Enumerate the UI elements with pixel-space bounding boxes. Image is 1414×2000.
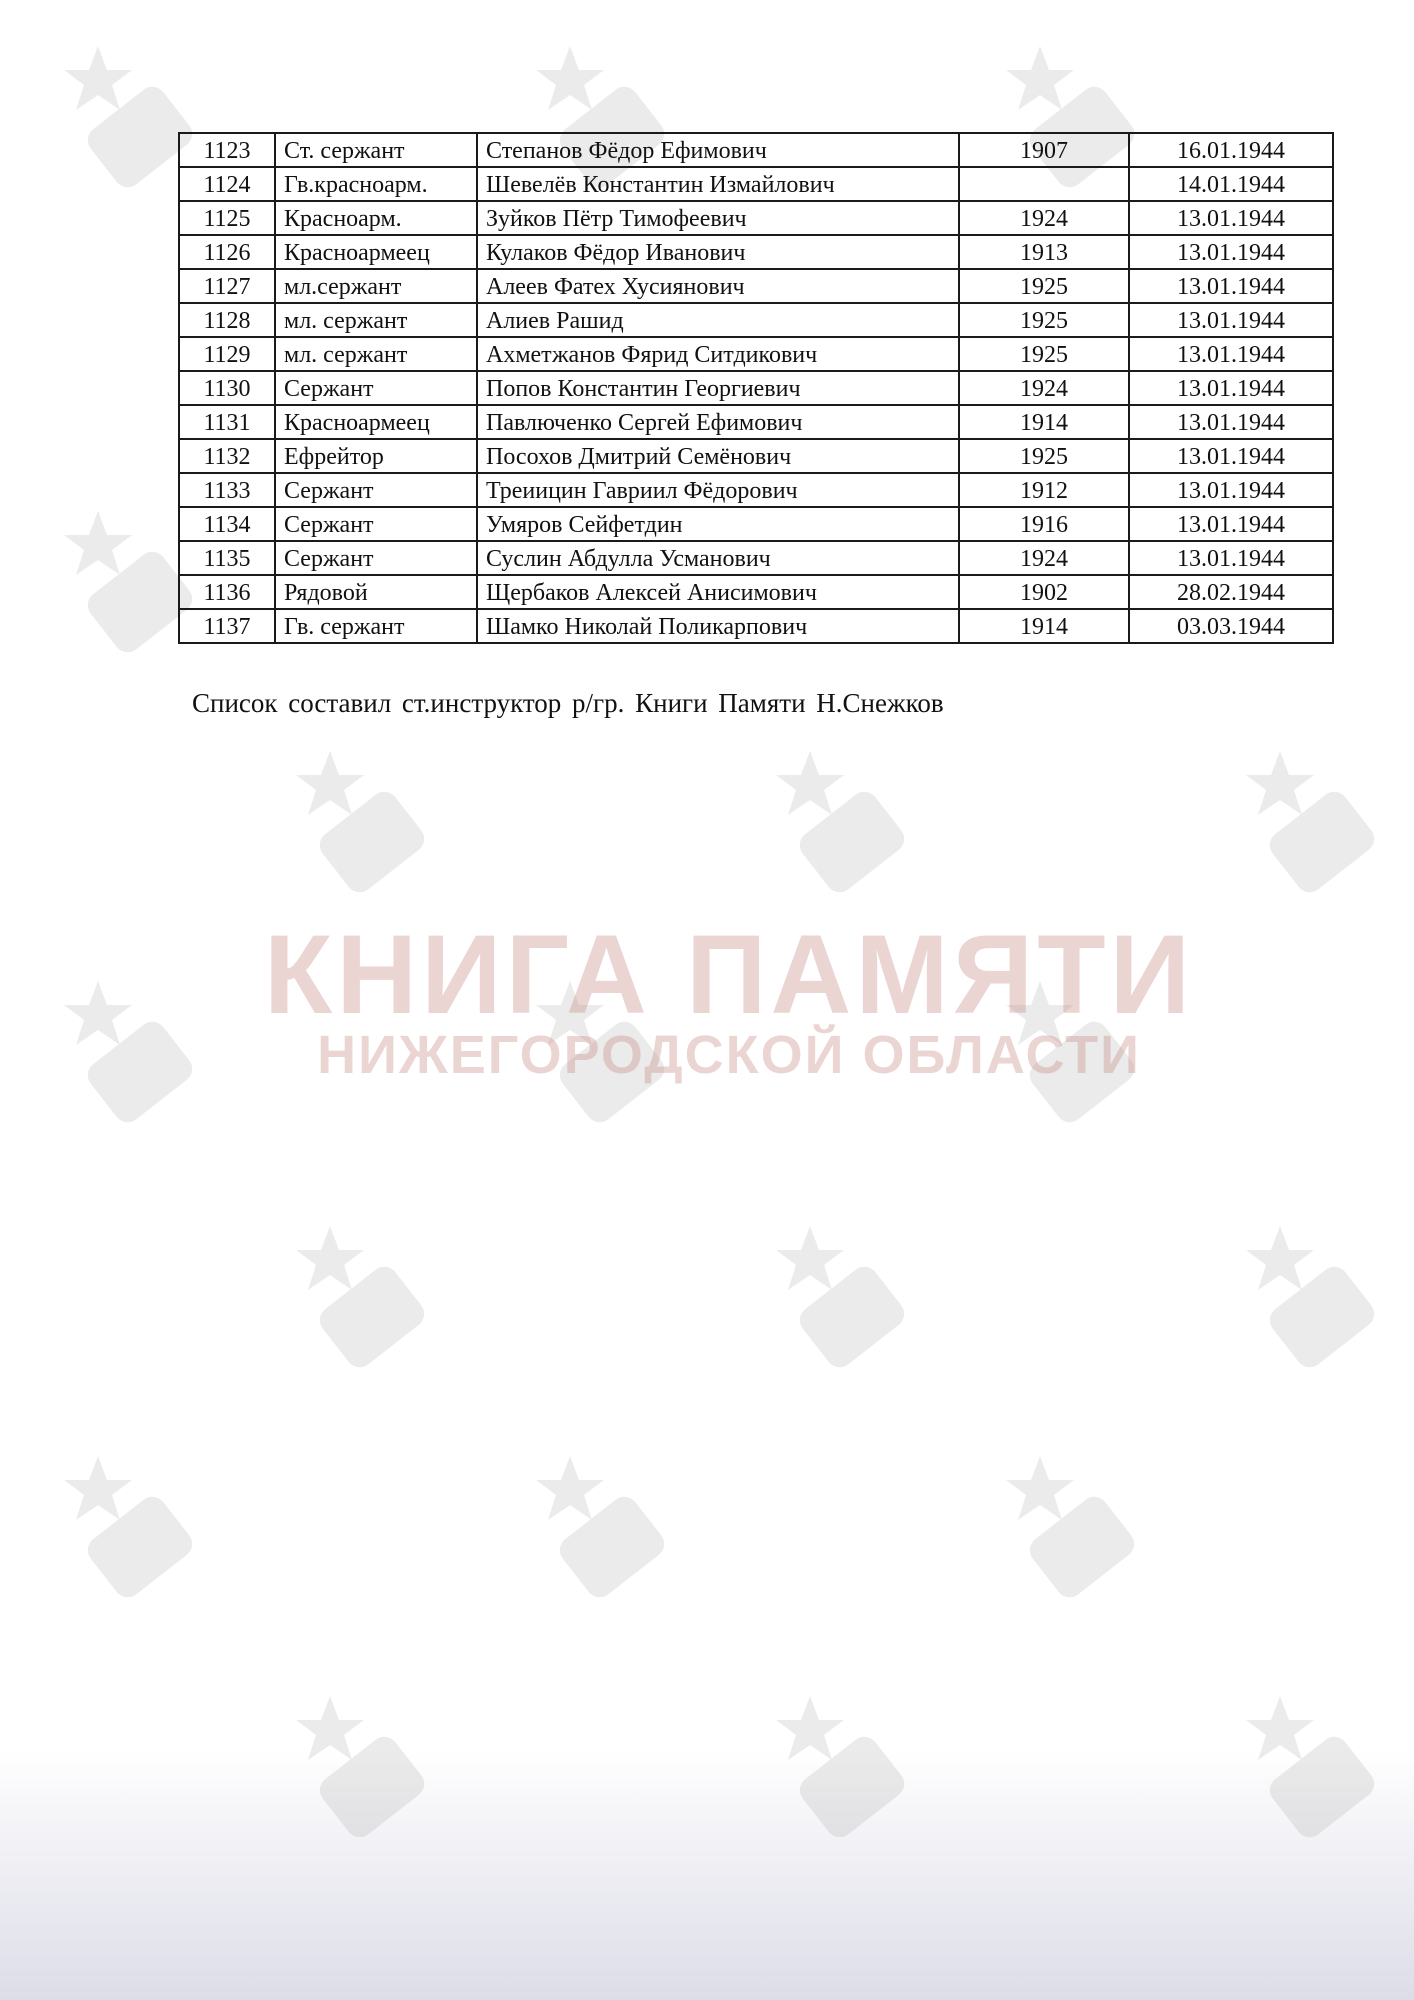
rank-cell: Красноарм. — [275, 201, 477, 235]
rank-cell: Ст. сержант — [275, 133, 477, 167]
star-stamp-icon — [290, 745, 430, 895]
birth-year-cell: 1912 — [959, 473, 1129, 507]
full-name-cell: Алиев Рашид — [477, 303, 959, 337]
birth-year-cell: 1902 — [959, 575, 1129, 609]
table-row — [179, 201, 1333, 235]
birth-year-cell: 1907 — [959, 133, 1129, 167]
death-date-cell: 13.01.1944 — [1129, 201, 1333, 235]
rank-cell: Сержант — [275, 371, 477, 405]
watermark-subtitle: НИЖЕГОРОДСКОЙ ОБЛАСТИ — [317, 1025, 1141, 1085]
rank-cell: Сержант — [275, 507, 477, 541]
full-name-cell: Треиицин Гавриил Фёдорович — [477, 473, 959, 507]
star-stamp-icon — [58, 40, 198, 190]
star-stamp-icon — [290, 1690, 430, 1840]
record-number-cell: 1128 — [179, 303, 275, 337]
death-date-cell: 16.01.1944 — [1129, 133, 1333, 167]
star-stamp-icon — [1240, 745, 1380, 895]
full-name-cell: Попов Константин Георгиевич — [477, 371, 959, 405]
full-name-cell: Ахметжанов Фярид Ситдикович — [477, 337, 959, 371]
full-name-cell: Щербаков Алексей Анисимович — [477, 575, 959, 609]
scan-shadow — [0, 1750, 1414, 2000]
death-date-cell: 13.01.1944 — [1129, 371, 1333, 405]
record-number-cell: 1131 — [179, 405, 275, 439]
birth-year-cell: 1925 — [959, 337, 1129, 371]
death-date-cell: 28.02.1944 — [1129, 575, 1333, 609]
record-number-cell: 1129 — [179, 337, 275, 371]
table-row — [179, 507, 1333, 541]
table-row — [179, 541, 1333, 575]
record-number-cell: 1136 — [179, 575, 275, 609]
table-row — [179, 235, 1333, 269]
rank-cell: мл.сержант — [275, 269, 477, 303]
birth-year-cell: 1924 — [959, 201, 1129, 235]
death-date-cell: 13.01.1944 — [1129, 303, 1333, 337]
death-date-cell: 13.01.1944 — [1129, 439, 1333, 473]
table-row — [179, 473, 1333, 507]
death-date-cell: 13.01.1944 — [1129, 507, 1333, 541]
birth-year-cell: 1916 — [959, 507, 1129, 541]
table-row — [179, 439, 1333, 473]
full-name-cell: Павлюченко Сергей Ефимович — [477, 405, 959, 439]
rank-cell: Гв. сержант — [275, 609, 477, 643]
record-number-cell: 1133 — [179, 473, 275, 507]
birth-year-cell: 1925 — [959, 439, 1129, 473]
rank-cell: мл. сержант — [275, 303, 477, 337]
full-name-cell: Шамко Николай Поликарпович — [477, 609, 959, 643]
record-number-cell: 1125 — [179, 201, 275, 235]
full-name-cell: Шевелёв Константин Измайлович — [477, 167, 959, 201]
rank-cell: мл. сержант — [275, 337, 477, 371]
table-row — [179, 575, 1333, 609]
birth-year-cell: 1914 — [959, 405, 1129, 439]
star-stamp-icon — [770, 1220, 910, 1370]
star-stamp-icon — [290, 1220, 430, 1370]
full-name-cell: Алеев Фатех Хусиянович — [477, 269, 959, 303]
full-name-cell: Посохов Дмитрий Семёнович — [477, 439, 959, 473]
star-stamp-icon — [530, 1450, 670, 1600]
rank-cell: Красноармеец — [275, 235, 477, 269]
record-number-cell: 1130 — [179, 371, 275, 405]
rank-cell: Гв.красноарм. — [275, 167, 477, 201]
compiled-by-note: Список составил ст.инструктор р/гр. Книги Памяти Н.Снежков — [192, 688, 944, 718]
record-number-cell: 1124 — [179, 167, 275, 201]
table-row — [179, 337, 1333, 371]
rank-cell: Красноармеец — [275, 405, 477, 439]
birth-year-cell: 1925 — [959, 303, 1129, 337]
record-number-cell: 1123 — [179, 133, 275, 167]
death-date-cell: 13.01.1944 — [1129, 235, 1333, 269]
birth-year-cell — [959, 167, 1129, 201]
star-stamp-icon — [1000, 1450, 1140, 1600]
star-stamp-icon — [58, 1450, 198, 1600]
rank-cell: Рядовой — [275, 575, 477, 609]
death-date-cell: 13.01.1944 — [1129, 541, 1333, 575]
record-number-cell: 1126 — [179, 235, 275, 269]
star-stamp-icon — [770, 745, 910, 895]
full-name-cell: Зуйков Пётр Тимофеевич — [477, 201, 959, 235]
record-number-cell: 1135 — [179, 541, 275, 575]
table-row — [179, 609, 1333, 643]
birth-year-cell: 1913 — [959, 235, 1129, 269]
birth-year-cell: 1924 — [959, 371, 1129, 405]
table-row — [179, 133, 1333, 167]
star-stamp-icon — [58, 505, 198, 655]
death-date-cell: 13.01.1944 — [1129, 337, 1333, 371]
table-row — [179, 405, 1333, 439]
table-row — [179, 371, 1333, 405]
death-date-cell: 13.01.1944 — [1129, 405, 1333, 439]
death-date-cell: 13.01.1944 — [1129, 473, 1333, 507]
full-name-cell: Суслин Абдулла Усманович — [477, 541, 959, 575]
star-stamp-icon — [1240, 1220, 1380, 1370]
record-number-cell: 1134 — [179, 507, 275, 541]
record-number-cell: 1132 — [179, 439, 275, 473]
birth-year-cell: 1924 — [959, 541, 1129, 575]
watermark-title: КНИГА ПАМЯТИ — [263, 912, 1195, 1037]
table-row — [179, 167, 1333, 201]
death-date-cell: 03.03.1944 — [1129, 609, 1333, 643]
table-row — [179, 303, 1333, 337]
death-date-cell: 13.01.1944 — [1129, 269, 1333, 303]
full-name-cell: Умяров Сейфетдин — [477, 507, 959, 541]
roster-table-body — [179, 133, 1333, 643]
rank-cell: Ефрейтор — [275, 439, 477, 473]
table-row — [179, 269, 1333, 303]
star-stamp-icon — [1240, 1690, 1380, 1840]
full-name-cell: Степанов Фёдор Ефимович — [477, 133, 959, 167]
rank-cell: Сержант — [275, 541, 477, 575]
rank-cell: Сержант — [275, 473, 477, 507]
record-number-cell: 1127 — [179, 269, 275, 303]
birth-year-cell: 1925 — [959, 269, 1129, 303]
birth-year-cell: 1914 — [959, 609, 1129, 643]
star-stamp-icon — [770, 1690, 910, 1840]
death-date-cell: 14.01.1944 — [1129, 167, 1333, 201]
record-number-cell: 1137 — [179, 609, 275, 643]
full-name-cell: Кулаков Фёдор Иванович — [477, 235, 959, 269]
roster-table — [178, 132, 1334, 644]
